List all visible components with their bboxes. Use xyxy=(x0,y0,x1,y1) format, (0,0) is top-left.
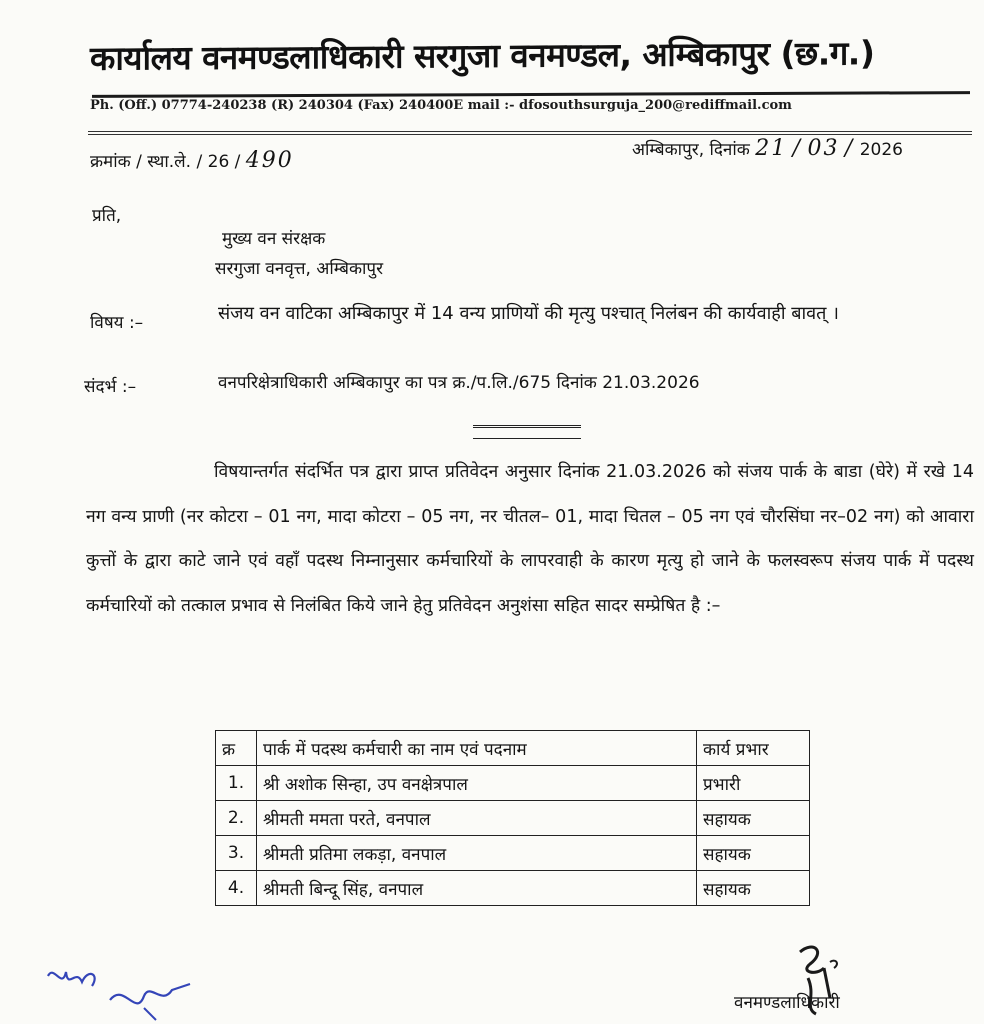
table-row xyxy=(216,801,810,836)
dateline xyxy=(632,136,903,161)
row-name: श्री अशोक सिन्हा, उप वनक्षेत्रपाल xyxy=(257,766,697,801)
table-row xyxy=(216,766,810,801)
recipient-salutation: प्रति, xyxy=(92,206,122,226)
row-serial: 2. xyxy=(216,801,257,836)
header-divider-second xyxy=(88,134,972,135)
reference-letter-text: वनपरिक्षेत्राधिकारी अम्बिकापुर का पत्र क्र./प.लि./675 दिनांक 21.03.2026 xyxy=(218,373,700,393)
signatory-title: वनमण्डलाधिकारी xyxy=(734,993,840,1013)
row-role: सहायक xyxy=(697,871,810,906)
date-year: 2026 xyxy=(859,140,903,160)
section-ornament xyxy=(473,425,581,439)
staff-table xyxy=(215,730,810,906)
row-role: प्रभारी xyxy=(697,766,810,801)
header-serial: क्र xyxy=(216,731,257,766)
date-sep-2: / xyxy=(844,136,855,161)
table-row xyxy=(216,871,810,906)
header-divider xyxy=(88,131,972,132)
contact-line: Ph. (Off.) 07774-240238 (R) 240304 (Fax) 240400E mail :- dfosouthsurguja_200@rediffmail.com xyxy=(90,98,792,113)
date-day: 21 xyxy=(755,136,788,161)
table-header-row xyxy=(216,731,810,766)
header-name: पार्क में पदस्थ कर्मचारी का नाम एवं पदनाम xyxy=(257,731,697,766)
date-sep-1: / xyxy=(792,136,803,161)
row-serial: 4. xyxy=(216,871,257,906)
row-serial: 1. xyxy=(216,766,257,801)
reference-handwritten-number: 490 xyxy=(245,148,294,173)
table-row xyxy=(216,836,810,871)
date-month: 03 xyxy=(807,136,840,161)
row-role: सहायक xyxy=(697,836,810,871)
reference-prefix: क्रमांक / स्था.ले. / 26 / xyxy=(90,152,241,172)
reference-letter-label: संदर्भ :– xyxy=(84,377,137,397)
office-title: कार्यालय वनमण्डलाधिकारी सरगुजा वनमण्डल, अम्बिकापुर (छ.ग.) xyxy=(90,33,875,78)
row-role: सहायक xyxy=(697,801,810,836)
row-name: श्रीमती बिन्दू सिंह, वनपाल xyxy=(257,871,697,906)
subject-text: संजय वन वाटिका अम्बिकापुर में 14 वन्य प्राणियों की मृत्यु पश्चात् निलंबन की कार्यवाही बावत् । xyxy=(218,303,839,324)
row-name: श्रीमती प्रतिमा लकड़ा, वनपाल xyxy=(257,836,697,871)
header-role: कार्य प्रभार xyxy=(697,731,810,766)
recipient-line-1: मुख्य वन संरक्षक xyxy=(222,229,326,249)
dateline-prefix: अम्बिकापुर, दिनांक xyxy=(632,140,750,160)
reference-number xyxy=(90,148,294,173)
recipient-line-2: सरगुजा वनवृत्त, अम्बिकापुर xyxy=(215,259,384,279)
margin-initials xyxy=(40,960,210,1024)
letterhead-rule xyxy=(92,91,970,98)
subject-label: विषय :– xyxy=(90,313,144,333)
body-paragraph: विषयान्तर्गत संदर्भित पत्र द्वारा प्राप्त प्रतिवेदन अनुसार दिनांक 21.03.2026 को संजय पार्क के बाडा (घेरे) में रखे 14 नग वन्य प्राणी (नर कोटरा – 01 नग, मादा कोटरा – 05 नग, नर चीतल– 01, मादा चितल – 05 नग एवं चौरसिंघा नर–02 नग) को आवारा कुत्तों के द्वारा काटे जाने एवं वहाँ पदस्थ निम्नानुसार कर्मचारियों के लापरवाही के कारण मृत्यु हो जाने के फलस्वरूप संजय पार्क में पदस्थ कर्मचारियों को तत्काल प्रभाव से निलंबित किये जाने हेतु प्रतिवेदन अनुशंसा सहित सादर सम्प्रेषित है :– xyxy=(86,462,974,616)
row-serial: 3. xyxy=(216,836,257,871)
row-name: श्रीमती ममता परते, वनपाल xyxy=(257,801,697,836)
